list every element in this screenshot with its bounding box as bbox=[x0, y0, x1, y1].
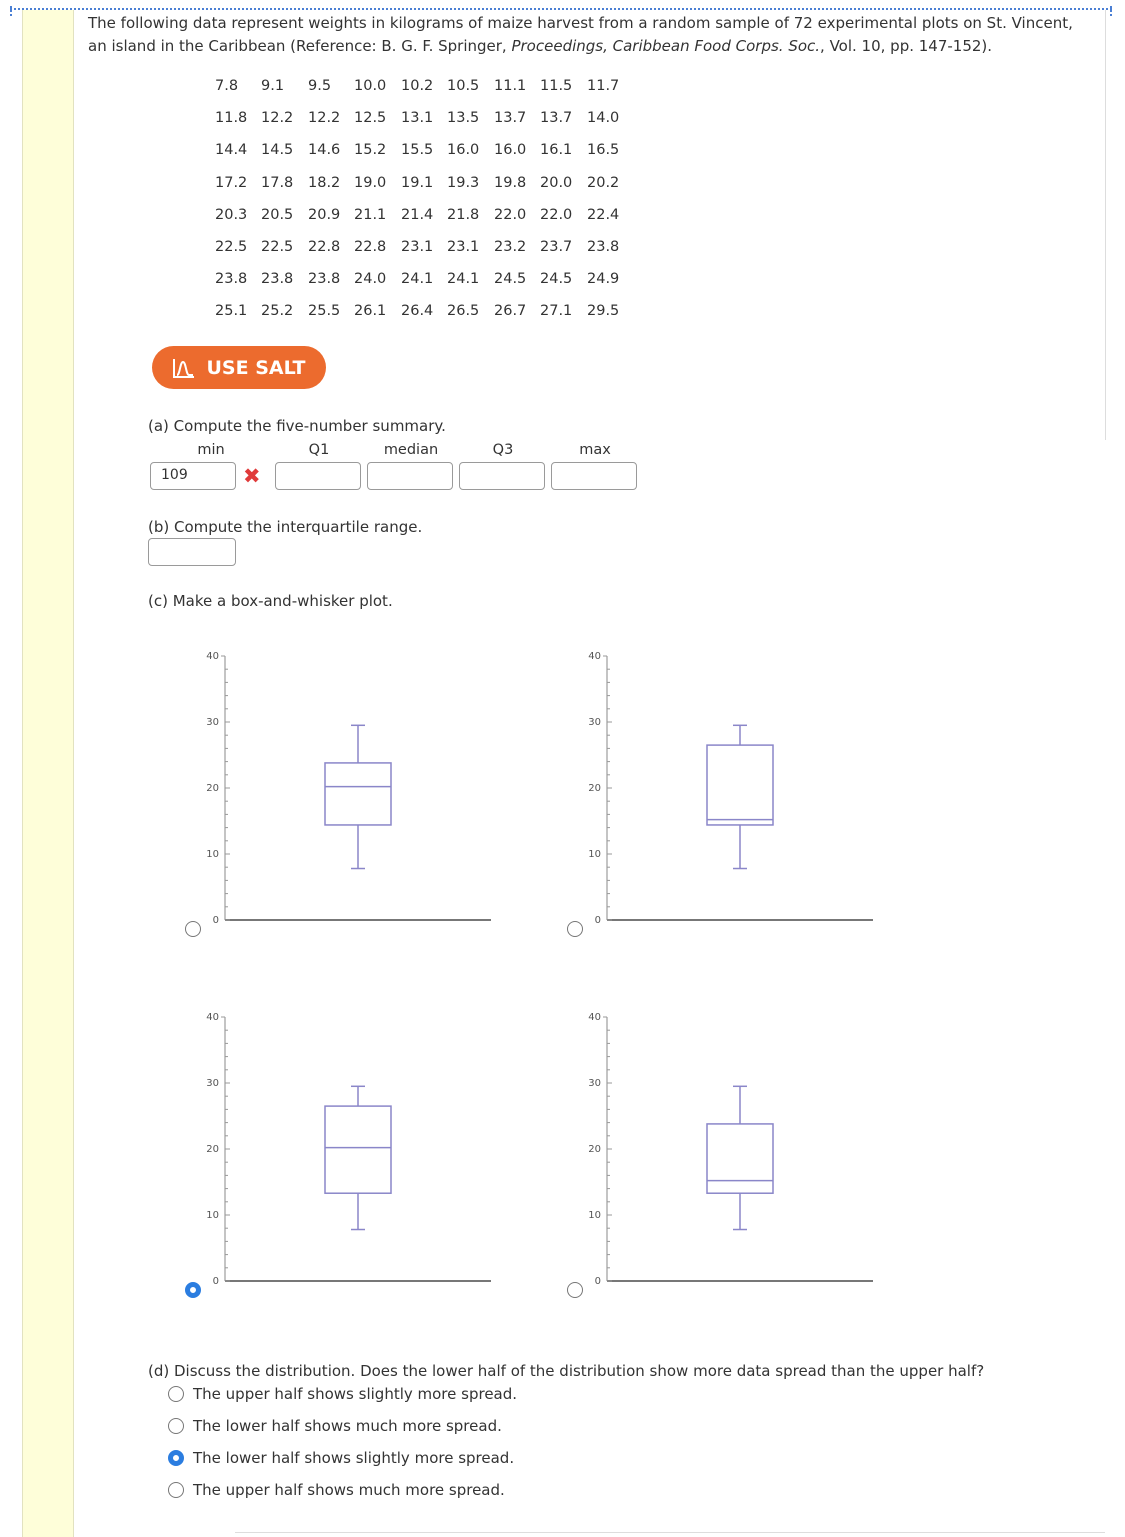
data-value: 9.5 bbox=[308, 78, 332, 94]
y-tick-label: 10 bbox=[206, 1210, 219, 1221]
data-value: 16.5 bbox=[587, 142, 620, 159]
data-value: 24.1 bbox=[401, 271, 434, 288]
data-value: 14.4 bbox=[215, 142, 248, 159]
data-value: 22.4 bbox=[587, 206, 620, 223]
data-value: 10.5 bbox=[447, 78, 480, 94]
data-value: 22.8 bbox=[354, 238, 387, 255]
data-value: 25.2 bbox=[261, 303, 294, 320]
y-tick-label: 40 bbox=[588, 1012, 601, 1023]
y-tick-label: 10 bbox=[588, 849, 601, 860]
y-tick-label: 30 bbox=[588, 717, 601, 728]
frame-top-border bbox=[10, 8, 1112, 10]
problem-intro bbox=[88, 12, 1098, 58]
data-value: 18.2 bbox=[308, 174, 341, 191]
data-value: 19.3 bbox=[447, 174, 480, 191]
iqr-box bbox=[325, 1106, 391, 1193]
data-value: 19.1 bbox=[401, 174, 434, 191]
data-value: 15.5 bbox=[401, 142, 434, 159]
data-value: 20.2 bbox=[587, 174, 620, 191]
data-value: 20.0 bbox=[540, 174, 573, 191]
data-value: 19.0 bbox=[354, 174, 387, 191]
label-q3: Q3 bbox=[492, 442, 514, 458]
data-value: 25.1 bbox=[215, 303, 248, 320]
part-d-option-3-label[interactable]: The lower half shows slightly more spread. bbox=[193, 1449, 515, 1467]
data-value: 16.0 bbox=[447, 142, 480, 159]
data-value: 29.5 bbox=[587, 303, 620, 320]
data-value: 24.0 bbox=[354, 271, 387, 288]
data-value: 13.7 bbox=[540, 110, 573, 127]
intro-citation-title: Proceedings, Caribbean Food Corps. Soc. bbox=[511, 37, 821, 55]
q3-input[interactable] bbox=[459, 462, 545, 490]
data-value: 23.1 bbox=[447, 238, 480, 255]
data-value: 11.8 bbox=[215, 110, 248, 127]
data-value: 24.5 bbox=[494, 271, 527, 288]
data-value: 14.0 bbox=[587, 110, 620, 127]
data-value: 26.5 bbox=[447, 303, 480, 320]
part-d-option-2-label[interactable]: The lower half shows much more spread. bbox=[193, 1417, 502, 1435]
data-value: 12.5 bbox=[354, 110, 387, 127]
intro-line-1: The following data represent weights in kilograms of maize harvest from a random sample of 72 experimental plots on St. Vincent, bbox=[88, 14, 1073, 32]
part-a-prompt: (a) Compute the five-number summary. bbox=[148, 417, 446, 435]
data-value: 11.1 bbox=[494, 78, 527, 94]
data-value: 23.2 bbox=[494, 238, 527, 255]
intro-line-2 bbox=[88, 35, 1098, 58]
data-value: 24.5 bbox=[540, 271, 573, 288]
frame-right-border bbox=[1105, 10, 1106, 440]
part-d-option-1-label[interactable]: The upper half shows slightly more spread. bbox=[193, 1385, 518, 1403]
box-plot-option-4 bbox=[577, 1009, 907, 1309]
use-salt-button[interactable] bbox=[152, 346, 326, 389]
part-d-option-3-radio[interactable] bbox=[168, 1450, 184, 1466]
box-plot-option-1 bbox=[195, 648, 525, 948]
part-d-option-1-radio[interactable] bbox=[168, 1386, 184, 1402]
data-value: 23.1 bbox=[401, 238, 434, 255]
data-value: 14.6 bbox=[308, 142, 341, 159]
data-value: 26.1 bbox=[354, 303, 387, 320]
intro-text: an island in the Caribbean (Reference: B. G. F. Springer, bbox=[88, 37, 512, 55]
y-tick-label: 30 bbox=[588, 1078, 601, 1089]
data-value: 24.9 bbox=[587, 271, 620, 288]
data-value: 14.5 bbox=[261, 142, 294, 159]
y-tick-label: 0 bbox=[212, 915, 219, 926]
data-value: 13.7 bbox=[494, 110, 527, 127]
intro-text-end: , Vol. 10, pp. 147-152). bbox=[820, 37, 993, 55]
data-value: 17.8 bbox=[261, 174, 294, 191]
data-value: 12.2 bbox=[308, 110, 341, 127]
data-value: 23.8 bbox=[587, 238, 620, 255]
frame-bottom-border bbox=[235, 1532, 1105, 1533]
data-value: 22.5 bbox=[215, 238, 248, 255]
data-value: 10.2 bbox=[401, 78, 434, 94]
y-tick-label: 10 bbox=[206, 849, 219, 860]
data-value: 20.5 bbox=[261, 206, 294, 223]
data-value: 20.9 bbox=[308, 206, 341, 223]
label-median: median bbox=[383, 442, 439, 458]
data-value: 7.8 bbox=[215, 78, 239, 94]
data-value: 23.8 bbox=[308, 271, 341, 288]
y-tick-label: 0 bbox=[594, 1276, 601, 1287]
label-max: max bbox=[579, 442, 611, 458]
iqr-input[interactable] bbox=[148, 538, 236, 566]
iqr-box bbox=[325, 763, 391, 825]
data-value: 22.8 bbox=[308, 238, 341, 255]
data-value: 21.8 bbox=[447, 206, 480, 223]
data-value: 11.5 bbox=[540, 78, 573, 94]
y-tick-label: 30 bbox=[206, 1078, 219, 1089]
part-b-prompt: (b) Compute the interquartile range. bbox=[148, 518, 423, 536]
y-tick-label: 20 bbox=[588, 1144, 601, 1155]
part-c-prompt: (c) Make a box-and-whisker plot. bbox=[148, 592, 393, 610]
data-value: 26.7 bbox=[494, 303, 527, 320]
y-tick-label: 0 bbox=[212, 1276, 219, 1287]
use-salt-label: USE SALT bbox=[206, 356, 306, 379]
box-plot-option-3 bbox=[195, 1009, 525, 1309]
left-gutter bbox=[22, 10, 74, 1537]
y-tick-label: 40 bbox=[206, 651, 219, 662]
data-value: 9.1 bbox=[261, 78, 285, 94]
part-d-option-2-radio[interactable] bbox=[168, 1418, 184, 1434]
y-tick-label: 10 bbox=[588, 1210, 601, 1221]
data-value: 20.3 bbox=[215, 206, 248, 223]
data-value: 22.0 bbox=[494, 206, 527, 223]
data-value: 10.0 bbox=[354, 78, 387, 94]
data-value: 23.8 bbox=[215, 271, 248, 288]
y-tick-label: 40 bbox=[588, 651, 601, 662]
median-input[interactable] bbox=[367, 462, 453, 490]
data-value: 11.7 bbox=[587, 78, 620, 94]
q1-input[interactable] bbox=[275, 462, 361, 490]
data-value: 27.1 bbox=[540, 303, 573, 320]
data-value: 23.7 bbox=[540, 238, 573, 255]
iqr-box bbox=[707, 745, 773, 825]
data-value: 26.4 bbox=[401, 303, 434, 320]
data-value: 19.8 bbox=[494, 174, 527, 191]
label-q1: Q1 bbox=[308, 442, 330, 458]
data-value: 13.1 bbox=[401, 110, 434, 127]
data-value: 13.5 bbox=[447, 110, 480, 127]
box-plot-option-2 bbox=[577, 648, 907, 948]
iqr-box bbox=[707, 1124, 773, 1193]
data-value: 17.2 bbox=[215, 174, 248, 191]
data-value: 16.1 bbox=[540, 142, 573, 159]
data-value: 12.2 bbox=[261, 110, 294, 127]
y-tick-label: 0 bbox=[594, 915, 601, 926]
y-tick-label: 20 bbox=[588, 783, 601, 794]
data-value: 16.0 bbox=[494, 142, 527, 159]
data-value: 21.4 bbox=[401, 206, 434, 223]
min-input[interactable]: 109 bbox=[150, 462, 236, 490]
data-value: 23.8 bbox=[261, 271, 294, 288]
data-value: 24.1 bbox=[447, 271, 480, 288]
salt-chart-icon bbox=[172, 357, 196, 379]
y-tick-label: 20 bbox=[206, 1144, 219, 1155]
y-tick-label: 30 bbox=[206, 717, 219, 728]
data-value: 15.2 bbox=[354, 142, 387, 159]
part-d-option-4-radio[interactable] bbox=[168, 1482, 184, 1498]
part-d-prompt: (d) Discuss the distribution. Does the lower half of the distribution show more data spread than the upper half? bbox=[148, 1362, 985, 1380]
max-input[interactable] bbox=[551, 462, 637, 490]
data-value: 22.5 bbox=[261, 238, 294, 255]
label-min: min bbox=[197, 442, 225, 458]
data-value: 21.1 bbox=[354, 206, 387, 223]
incorrect-icon: ✖ bbox=[243, 464, 261, 488]
part-d-option-4-label[interactable]: The upper half shows much more spread. bbox=[193, 1481, 505, 1499]
data-value: 25.5 bbox=[308, 303, 341, 320]
data-value: 22.0 bbox=[540, 206, 573, 223]
y-tick-label: 40 bbox=[206, 1012, 219, 1023]
y-tick-label: 20 bbox=[206, 783, 219, 794]
